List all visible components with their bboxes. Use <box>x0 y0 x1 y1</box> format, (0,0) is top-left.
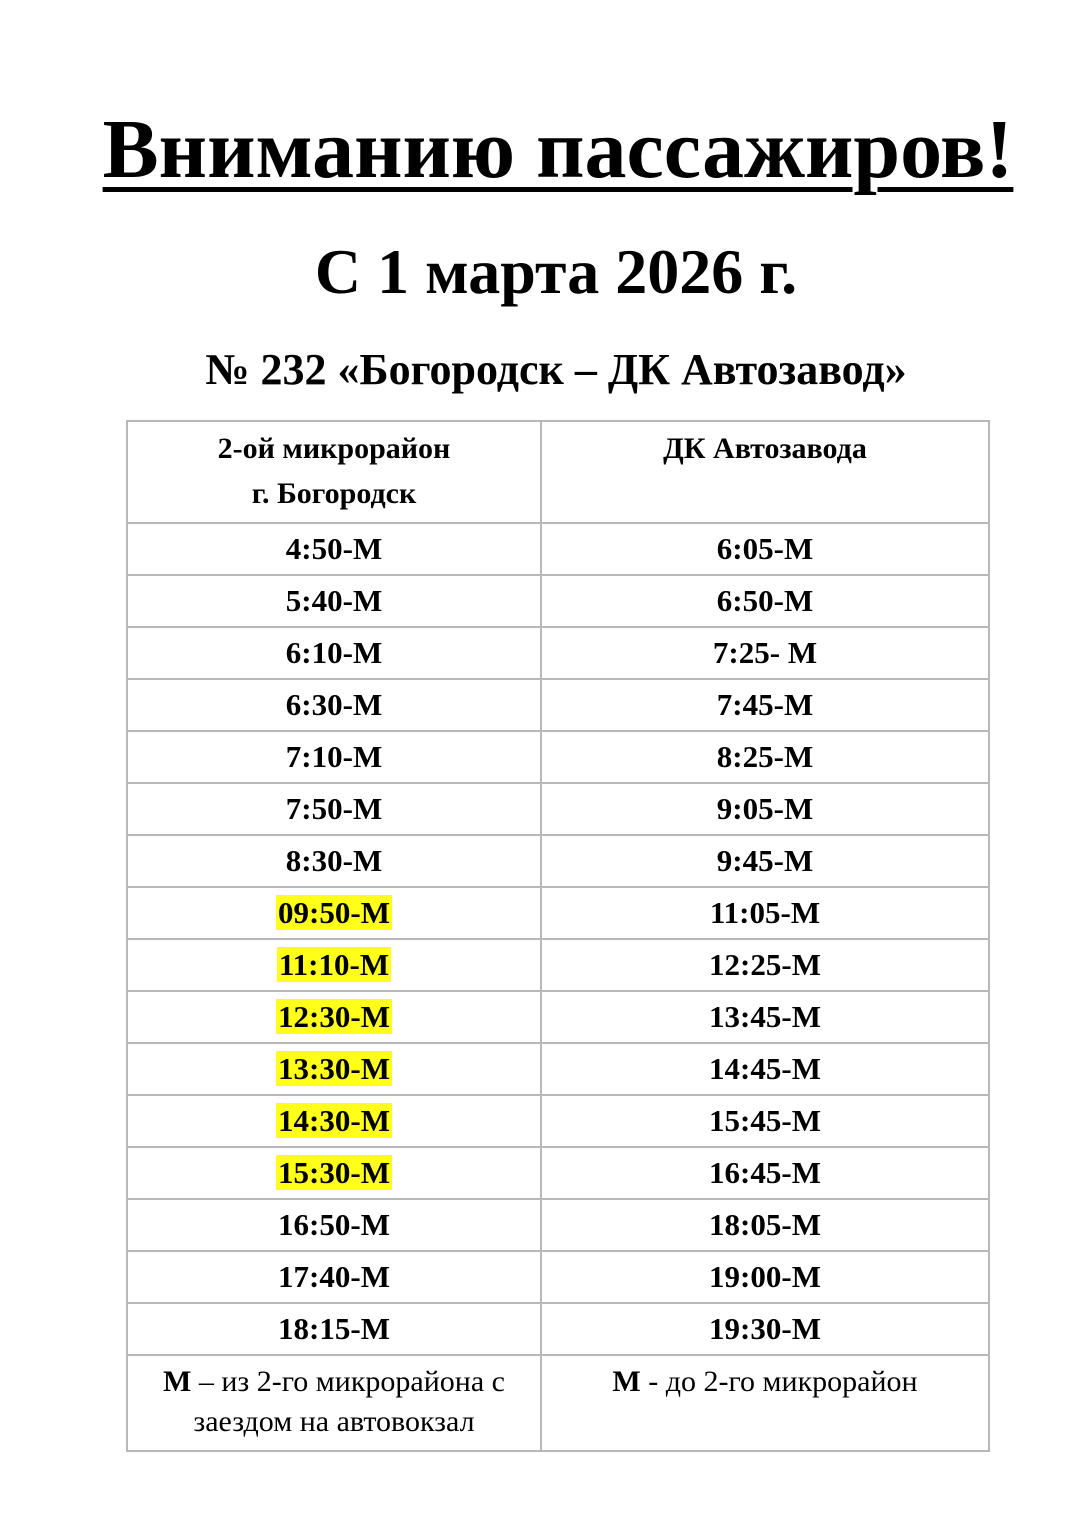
arrival-cell <box>541 835 989 887</box>
departure-time: 15:30-М <box>278 1155 390 1190</box>
arrival-cell <box>541 783 989 835</box>
departure-time: 6:10-М <box>285 635 383 670</box>
departure-cell <box>127 1303 541 1355</box>
arrival-cell <box>541 679 989 731</box>
arrival-cell <box>541 1043 989 1095</box>
table-row <box>127 575 989 627</box>
departure-time: 7:10-М <box>285 739 383 774</box>
column-header-arrival <box>541 421 989 523</box>
departure-cell <box>127 1251 541 1303</box>
arrival-time: 9:45-М <box>716 843 814 878</box>
arrival-cell <box>541 627 989 679</box>
departure-cell <box>127 1199 541 1251</box>
legend-right-mark: М <box>612 1365 641 1398</box>
page-headline: Вниманию пассажиров! <box>102 103 1014 196</box>
arrival-cell <box>541 523 989 575</box>
departure-cell <box>127 575 541 627</box>
schedule-table <box>126 420 990 1452</box>
arrival-time: 8:25-М <box>716 739 814 774</box>
arrival-cell <box>541 575 989 627</box>
departure-time: 09:50-М <box>278 895 390 930</box>
arrival-time: 16:45-М <box>709 1155 821 1190</box>
arrival-cell <box>541 1303 989 1355</box>
departure-cell <box>127 783 541 835</box>
table-row <box>127 1251 989 1303</box>
table-row <box>127 679 989 731</box>
table-row <box>127 835 989 887</box>
departure-time: 7:50-М <box>285 791 383 826</box>
departure-cell <box>127 679 541 731</box>
legend-left-mark: М <box>163 1365 192 1398</box>
departure-cell <box>127 523 541 575</box>
arrival-time: 7:45-М <box>716 687 814 722</box>
departure-cell <box>127 939 541 991</box>
arrival-time: 7:25- М <box>712 635 818 670</box>
departure-time: 11:10-М <box>278 947 390 982</box>
departure-cell <box>127 1043 541 1095</box>
arrival-time: 18:05-М <box>709 1207 821 1242</box>
departure-time: 12:30-М <box>278 999 390 1034</box>
arrival-cell <box>541 1147 989 1199</box>
arrival-time: 13:45-М <box>709 999 821 1034</box>
table-row <box>127 991 989 1043</box>
schedule-body <box>127 523 989 1451</box>
table-row <box>127 1043 989 1095</box>
column-header-arrival-line1: ДК Автозавода <box>663 432 867 465</box>
departure-time: 8:30-М <box>285 843 383 878</box>
arrival-cell <box>541 1199 989 1251</box>
departure-cell <box>127 627 541 679</box>
table-row <box>127 1303 989 1355</box>
legend-right-text: - до 2-го микрорайон <box>640 1365 918 1398</box>
arrival-time: 19:30-М <box>709 1311 821 1346</box>
column-header-departure-line2: г. Богородск <box>251 477 417 510</box>
table-row <box>127 523 989 575</box>
legend-row <box>127 1355 989 1451</box>
legend-left <box>127 1355 541 1451</box>
departure-cell <box>127 991 541 1043</box>
table-row <box>127 783 989 835</box>
departure-cell <box>127 731 541 783</box>
table-row <box>127 1147 989 1199</box>
table-row <box>127 1095 989 1147</box>
arrival-cell <box>541 731 989 783</box>
arrival-cell <box>541 991 989 1043</box>
departure-time: 16:50-М <box>278 1207 390 1242</box>
effective-date: С 1 марта 2026 г. <box>314 236 798 307</box>
departure-time: 13:30-М <box>278 1051 390 1086</box>
table-row <box>127 939 989 991</box>
arrival-cell <box>541 1251 989 1303</box>
table-row <box>127 1199 989 1251</box>
column-header-departure-line1: 2-ой микрорайон <box>217 432 451 465</box>
arrival-cell <box>541 939 989 991</box>
arrival-time: 12:25-М <box>709 947 821 982</box>
arrival-time: 11:05-М <box>709 895 821 930</box>
arrival-time: 15:45-М <box>709 1103 821 1138</box>
legend-right <box>541 1355 989 1451</box>
departure-time: 6:30-М <box>285 687 383 722</box>
table-row <box>127 731 989 783</box>
departure-time: 17:40-М <box>278 1259 390 1294</box>
route-title: № 232 «Богородск – ДК Автозавод» <box>205 345 907 394</box>
departure-time: 14:30-М <box>278 1103 390 1138</box>
column-header-departure <box>127 421 541 523</box>
departure-time: 4:50-М <box>285 531 383 566</box>
departure-time: 5:40-М <box>285 583 383 618</box>
departure-cell <box>127 1095 541 1147</box>
arrival-time: 6:50-М <box>716 583 814 618</box>
table-row <box>127 627 989 679</box>
legend-left-text-2: заездом на автовокзал <box>193 1405 475 1438</box>
arrival-time: 6:05-М <box>716 531 814 566</box>
departure-cell <box>127 887 541 939</box>
arrival-time: 9:05-М <box>716 791 814 826</box>
departure-time: 18:15-М <box>278 1311 390 1346</box>
table-header-row <box>127 421 989 523</box>
legend-left-text-1: – из 2-го микрорайона с <box>191 1365 505 1398</box>
departure-cell <box>127 1147 541 1199</box>
departure-cell <box>127 835 541 887</box>
arrival-cell <box>541 1095 989 1147</box>
arrival-cell <box>541 887 989 939</box>
arrival-time: 19:00-М <box>709 1259 821 1294</box>
arrival-time: 14:45-М <box>709 1051 821 1086</box>
table-row <box>127 887 989 939</box>
